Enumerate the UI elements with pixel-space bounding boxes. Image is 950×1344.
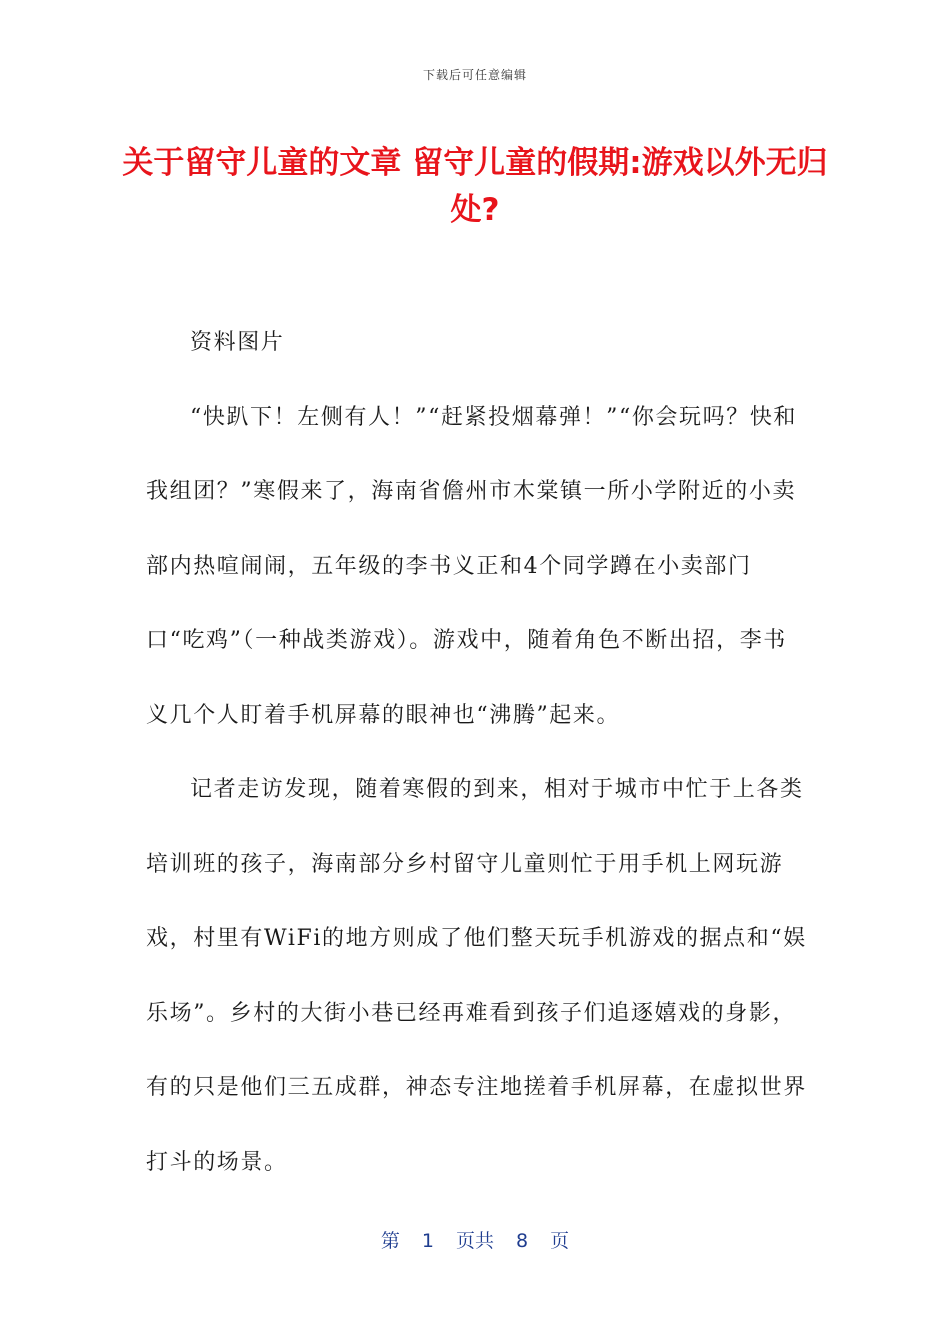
paragraph: “快趴下！左侧有人！”“赶紧投烟幕弹！”“你会玩吗？快和我组团？”寒假来了，海南省儋州市木棠镇一所小学附近的小卖部内热喧闹闹，五年级的李书义正和4个同学蹲在小卖部门口“吃鸡”（一种战类游戏）。游戏中，随着角色不断出招，李书义几个人盯着手机屏幕的眼神也“沸腾”起来。 xyxy=(146,404,798,728)
footer-middle: 页共 xyxy=(455,1230,494,1252)
footer-suffix: 页 xyxy=(550,1230,570,1252)
current-page-number: 1 xyxy=(421,1230,434,1252)
article-body xyxy=(146,306,808,1200)
total-pages-number: 8 xyxy=(516,1230,529,1252)
page-footer xyxy=(0,1226,950,1253)
document-title: 关于留守儿童的文章 留守儿童的假期:游戏以外无归处? xyxy=(122,145,828,228)
footer-prefix: 第 xyxy=(380,1230,400,1252)
paragraph-caption: 资料图片 xyxy=(190,330,285,355)
paragraph: 记者走访发现，随着寒假的到来，相对于城市中忙于上各类培训班的孩子，海南部分乡村留守儿童则忙于用手机上网玩游戏，村里有WiFi的地方则成了他们整天玩手机游戏的据点和“娱乐场”。乡村的大街小巷已经再难看到孩子们追逐嬉戏的身影，有的只是他们三五成群，神态专注地搓着手机屏幕，在虚拟世界打斗的场景。 xyxy=(146,777,807,1175)
page-header-note: 下载后可任意编辑 xyxy=(422,68,527,82)
